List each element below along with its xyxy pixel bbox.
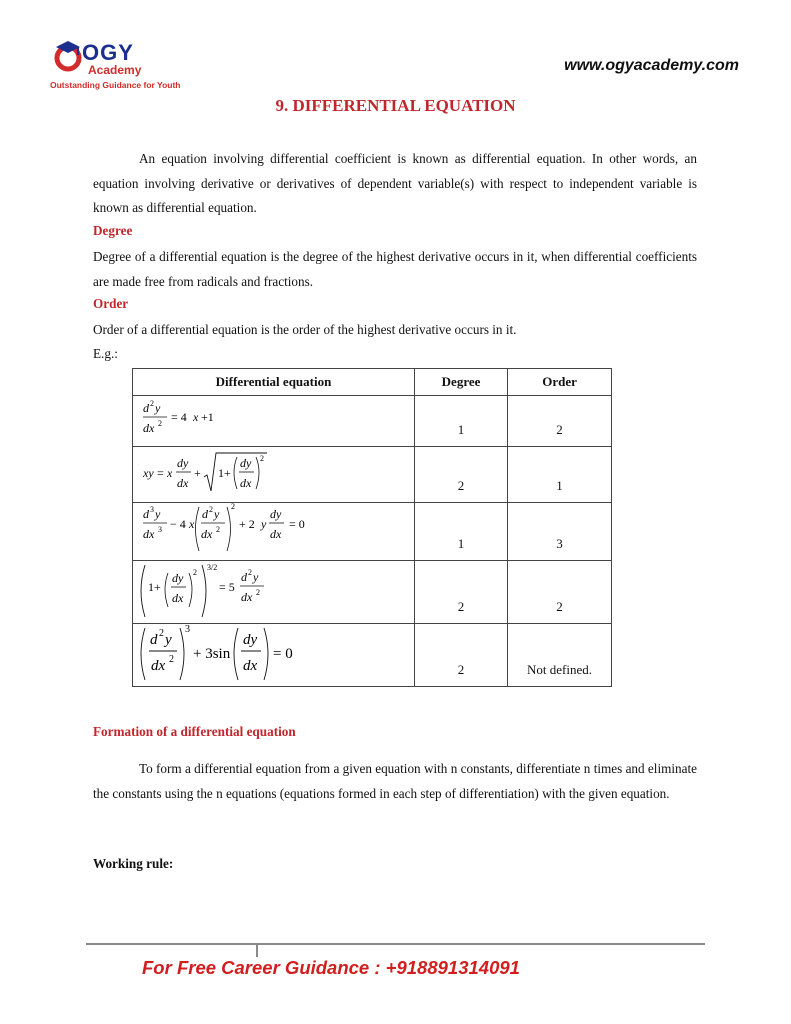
svg-text:y: y	[155, 401, 161, 415]
footer-contact: For Free Career Guidance : +918891314091	[142, 957, 520, 978]
degree-cell: 2	[415, 447, 508, 503]
equation-3	[133, 503, 414, 560]
table-header: Differential equation	[133, 369, 415, 396]
order-cell: 2	[508, 396, 612, 447]
degree-cell: 2	[415, 624, 508, 687]
svg-text:2: 2	[169, 654, 174, 665]
svg-text:dy: dy	[270, 507, 282, 521]
svg-text:2: 2	[256, 588, 260, 597]
equation-2	[133, 447, 414, 502]
svg-text:2: 2	[150, 399, 154, 408]
svg-text:xy: xy	[143, 466, 154, 480]
order-text: Order of a differential equation is the order of the highest derivative occurs in it.	[93, 322, 517, 337]
svg-text:2: 2	[248, 568, 252, 577]
degree-cell: 2	[415, 561, 508, 624]
equation-4	[133, 561, 414, 623]
table-row	[133, 396, 612, 447]
svg-text:dx: dx	[241, 590, 253, 604]
svg-text:3: 3	[150, 505, 154, 514]
svg-text:x: x	[189, 517, 195, 531]
svg-text:1+: 1+	[218, 466, 231, 480]
order-cell: Not defined.	[508, 624, 612, 687]
equation-cell	[133, 624, 415, 687]
degree-cell: 1	[415, 503, 508, 561]
logo-sub: Academy	[88, 63, 142, 77]
examples-table	[132, 368, 612, 687]
table-row	[133, 503, 612, 561]
svg-text:= 0: = 0	[273, 646, 293, 662]
svg-text:dy: dy	[177, 456, 189, 470]
degree-cell: 1	[415, 396, 508, 447]
svg-text:= 4: = 4	[171, 410, 187, 424]
svg-text:dx: dx	[172, 591, 184, 605]
table-row	[133, 561, 612, 624]
logo	[48, 38, 181, 96]
equation-5	[133, 624, 414, 686]
svg-text:y: y	[261, 517, 267, 531]
svg-text:y: y	[155, 507, 161, 521]
svg-text:d: d	[241, 570, 247, 584]
order-cell: 1	[508, 447, 612, 503]
svg-text:=: =	[157, 466, 164, 480]
svg-text:2: 2	[193, 568, 197, 577]
svg-text:2: 2	[158, 419, 162, 428]
svg-text:+: +	[194, 466, 201, 480]
svg-text:− 4: − 4	[170, 517, 186, 531]
eg-label: E.g.:	[93, 346, 118, 361]
website-link[interactable]: www.ogyacademy.com	[564, 57, 739, 74]
equation-cell	[133, 561, 415, 624]
page-title: 9. DIFFERENTIAL EQUATION	[275, 96, 516, 115]
svg-text:d: d	[202, 507, 208, 521]
footer-divider-tick	[256, 945, 258, 957]
table-header-row	[133, 369, 612, 396]
svg-text:2: 2	[216, 525, 220, 534]
equation-cell	[133, 447, 415, 503]
logo-mark-icon	[52, 38, 86, 78]
formation-heading: Formation of a differential equation	[93, 724, 296, 739]
svg-text:dx: dx	[270, 527, 282, 541]
svg-text:dx: dx	[143, 527, 155, 541]
svg-text:2: 2	[231, 503, 235, 511]
svg-text:+ 3sin: + 3sin	[193, 646, 231, 662]
svg-text:d: d	[143, 507, 149, 521]
svg-text:dx: dx	[143, 421, 155, 435]
degree-text: Degree of a differential equation is the degree of the highest derivative occurs in it, when differential coefficients are made free from radicals and fractions.	[93, 249, 697, 289]
equation-cell	[133, 396, 415, 447]
svg-text:d: d	[150, 632, 158, 648]
svg-text:dx: dx	[240, 476, 252, 490]
svg-text:x: x	[167, 466, 173, 480]
svg-text:y: y	[214, 507, 220, 521]
svg-text:2: 2	[209, 505, 213, 514]
table-header: Order	[508, 369, 612, 396]
svg-text:dy: dy	[240, 456, 252, 470]
svg-text:1+: 1+	[148, 580, 161, 594]
logo-tagline: Outstanding Guidance for Youth	[50, 80, 181, 90]
svg-text:dy: dy	[243, 632, 258, 648]
svg-text:3/2: 3/2	[207, 563, 218, 572]
working-rule-heading: Working rule:	[93, 856, 174, 871]
degree-heading: Degree	[93, 223, 133, 238]
table-header: Degree	[415, 369, 508, 396]
table-row	[133, 447, 612, 503]
svg-text:dx: dx	[177, 476, 189, 490]
order-cell: 2	[508, 561, 612, 624]
svg-text:+ 2: + 2	[239, 517, 255, 531]
svg-text:dx: dx	[201, 527, 213, 541]
svg-text:= 0: = 0	[289, 517, 305, 531]
svg-text:3: 3	[185, 624, 190, 635]
order-cell: 3	[508, 503, 612, 561]
svg-text:= 5: = 5	[219, 580, 235, 594]
svg-text:+1: +1	[201, 410, 214, 424]
footer-divider	[86, 943, 705, 945]
svg-text:2: 2	[260, 454, 264, 463]
svg-text:3: 3	[158, 525, 162, 534]
svg-text:dy: dy	[172, 571, 184, 585]
svg-text:x: x	[193, 410, 199, 424]
svg-text:dx: dx	[151, 658, 166, 674]
svg-text:2: 2	[159, 628, 164, 639]
logo-name: OGY	[82, 40, 134, 65]
equation-1	[133, 396, 414, 446]
formation-text: To form a differential equation from a given equation with n constants, differentiate n times and eliminate the constants using the n equations (equations formed in each step of differentiation) with the given equation.	[93, 761, 697, 801]
equation-cell	[133, 503, 415, 561]
svg-text:y: y	[253, 570, 259, 584]
svg-text:y: y	[165, 632, 172, 648]
intro-paragraph: An equation involving differential coefficient is known as differential equation. In other words, an equation involving derivative or derivatives of dependent variable(s) with respect to independent variable is known as differential equation.	[93, 151, 697, 215]
svg-text:dx: dx	[243, 658, 258, 674]
svg-text:d: d	[143, 401, 149, 415]
table-row	[133, 624, 612, 687]
order-heading: Order	[93, 296, 129, 311]
